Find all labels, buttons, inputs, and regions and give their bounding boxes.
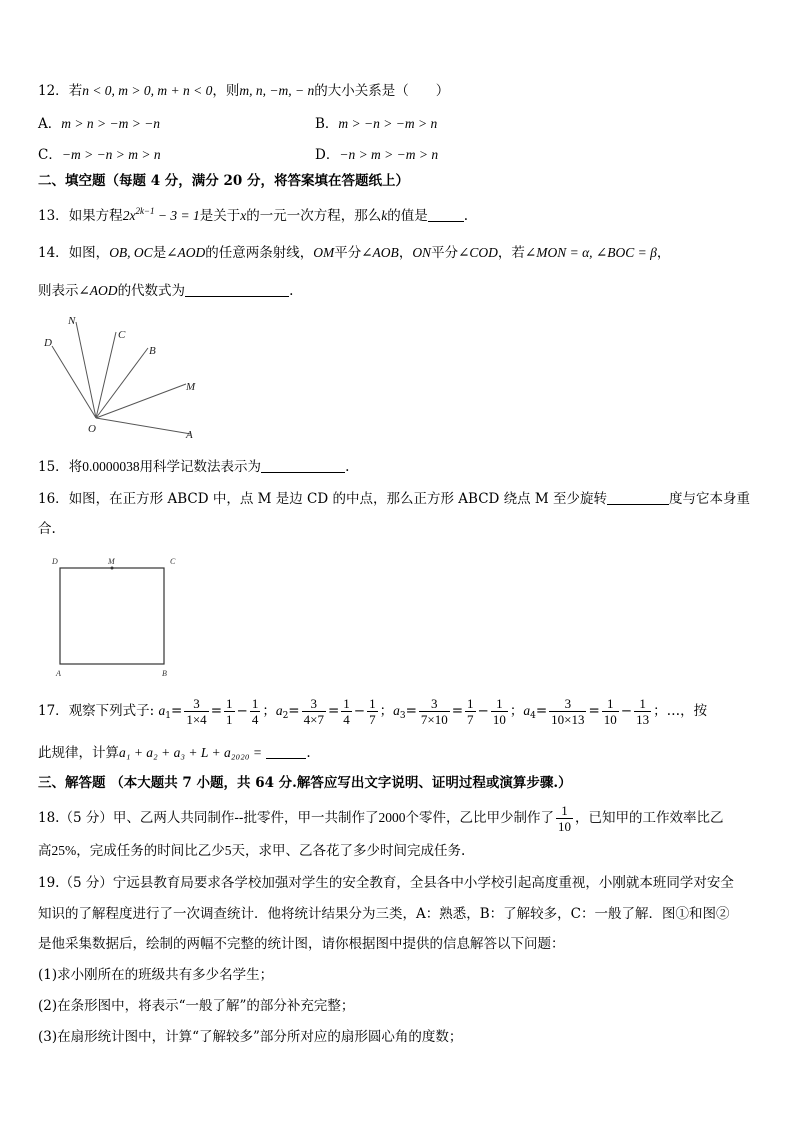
q12-stem: 12．若n < 0, m > 0, m + n < 0，则m, n, −m, − n的大小关系是（ ） bbox=[38, 83, 450, 99]
q12-option-b[interactable]: B．m > −n > −m > n bbox=[315, 116, 438, 132]
answer-blank[interactable] bbox=[185, 282, 289, 297]
label-m: M bbox=[186, 381, 196, 393]
label-d: D bbox=[52, 557, 58, 566]
q13-stem: 13．如果方程$2x^{2k-1} - 3 = 1$是关于x的一元一次方程，那么k的值是 . bbox=[38, 206, 469, 224]
label-d: D bbox=[44, 337, 52, 349]
q16-stem-line2: 合. bbox=[38, 521, 56, 537]
q19-stem: 19.（5 分）宁远县教育局要求各学校加强对学生的安全教育，全县各中小学校引起高度重视，小刚就本班同学对安全 bbox=[38, 875, 734, 891]
label-b: B bbox=[162, 669, 167, 678]
point-m bbox=[111, 567, 114, 570]
ray-oa bbox=[96, 418, 191, 434]
ray-om bbox=[96, 384, 186, 418]
label-c: C bbox=[118, 329, 126, 341]
label-n: N bbox=[68, 315, 76, 327]
q19-stem-line3: 是他采集数据后，绘制的两幅不完整的统计图，请你根据图中提供的信息解答以下问题： bbox=[38, 936, 565, 952]
answer-blank[interactable] bbox=[261, 458, 345, 473]
q14-stem-line2: 则表示∠AOD的代数式为 . bbox=[38, 283, 294, 299]
answer-blank[interactable] bbox=[428, 207, 464, 222]
q18-stem: 18.（5 分）甲、乙两人共同制作--批零件，甲一共制作了2000个零件，乙比甲少制作了 $\frac{1}{10}$ ，已知甲的工作效率比乙 bbox=[38, 803, 724, 834]
q17-term-4: $a_4=$ $\frac{3}{10\times 13}$ = $\frac{1}{10}$ − $\frac{1}{13}$ bbox=[523, 696, 650, 727]
q19-subquestion-2: (2)在条形图中，将表示“一般了解”的部分补充完整； bbox=[38, 998, 355, 1014]
q14-stem: 14．如图，OB, OC是∠AOD的任意两条射线，OM平分∠AOB，ON平分∠COD，若∠MON = α, ∠BOC = β， bbox=[38, 245, 671, 261]
section-heading-answers: 三、解答题 （本大题共 7 小题，共 64 分.解答应写出文字说明、证明过程或演算步骤.） bbox=[38, 775, 572, 791]
q15-stem: 15．将0.0000038用科学记数法表示为 . bbox=[38, 459, 350, 475]
label-a: A bbox=[56, 669, 61, 678]
question-number: 19. bbox=[38, 875, 60, 891]
label-m: M bbox=[108, 557, 115, 566]
label-b: B bbox=[149, 345, 156, 357]
question-number: 14． bbox=[38, 245, 69, 261]
q17-stem: 17．观察下列式子: $a_1=$ $\frac{3}{1\times 4}$ = $\frac{1}{1}$ − $\frac{1}{4}$ ；$a_2=$ $\frac{3}{4\times 7}$ = $\frac{1}{4}$ − $\frac{1}{7}$ ；$a_3=$ $\frac{3}{7\times 10}$ = $\frac{1}{7}$ − $\frac{1}{10}$ ；$a_4=$ $\frac{3}{10\times 13}$ = $\frac{1}{10}$ − $\frac{1}{13}$ ；…，按 bbox=[38, 696, 708, 727]
q19-stem-line2: 知识的了解程度进行了一次调查统计．他将统计结果分为三类，A：熟悉，B：了解较多，C：一般了解．图①和图② bbox=[38, 906, 730, 922]
q17-term-2: $a_2=$ $\frac{3}{4\times 7}$ = $\frac{1}{4}$ − $\frac{1}{7}$ ； bbox=[275, 696, 394, 727]
q12-vars: m, n, −m, − n bbox=[239, 83, 315, 98]
label-a: A bbox=[186, 429, 193, 441]
q18-fraction: $\frac{1}{10}$ bbox=[558, 803, 571, 834]
question-number: 18. bbox=[38, 810, 60, 826]
label-o: O bbox=[88, 423, 96, 435]
q12-option-d[interactable]: D．−n > m > −m > n bbox=[315, 147, 439, 163]
q16-square-figure bbox=[46, 552, 186, 680]
section-heading-fill-in: 二、填空题（每题 4 分，满分 20 分，将答案填在答题纸上） bbox=[38, 173, 409, 189]
label-c: C bbox=[170, 557, 176, 566]
q17-stem-line2: 此规律，计算a₁ + a₂ + a₃ + L + a₂₀₂₀ = . bbox=[38, 745, 311, 761]
q12-condition: n < 0, m > 0, m + n < 0 bbox=[82, 83, 213, 98]
q19-subquestion-1: (1)求小刚所在的班级共有多少名学生； bbox=[38, 967, 274, 983]
q14-rays-figure bbox=[36, 310, 206, 442]
q16-stem: 16．如图，在正方形 ABCD 中，点 M 是边 CD 的中点，那么正方形 ABCD 绕点 M 至少旋转 度与它本身重 bbox=[38, 491, 751, 507]
q12-option-a[interactable]: A．m > n > −m > −n bbox=[38, 116, 161, 132]
question-number: 13． bbox=[38, 208, 69, 224]
q18-stem-line2: 高25%，完成任务的时间比乙少5天，求甲、乙各花了多少时间完成任务. bbox=[38, 843, 466, 859]
q17-term-3: $a_3=$ $\frac{3}{7\times 10}$ = $\frac{1}{7}$ − $\frac{1}{10}$ ； bbox=[393, 696, 524, 727]
question-number: 16． bbox=[38, 491, 69, 507]
answer-blank[interactable] bbox=[607, 490, 669, 505]
question-number: 15． bbox=[38, 459, 69, 475]
ray-on bbox=[76, 322, 96, 418]
question-number: 17． bbox=[38, 703, 69, 719]
ray-od bbox=[52, 346, 96, 418]
q12-option-c[interactable]: C．−m > −n > m > n bbox=[38, 147, 161, 163]
q19-subquestion-3: (3)在扇形统计图中，计算“了解较多”部分所对应的扇形圆心角的度数； bbox=[38, 1029, 463, 1045]
q17-term-1: $a_1=$ $\frac{3}{1\times 4}$ = $\frac{1}{1}$ − $\frac{1}{4}$ ； bbox=[158, 696, 276, 727]
square-abcd bbox=[60, 568, 164, 664]
question-number: 12． bbox=[38, 83, 69, 99]
answer-blank[interactable] bbox=[266, 744, 306, 759]
